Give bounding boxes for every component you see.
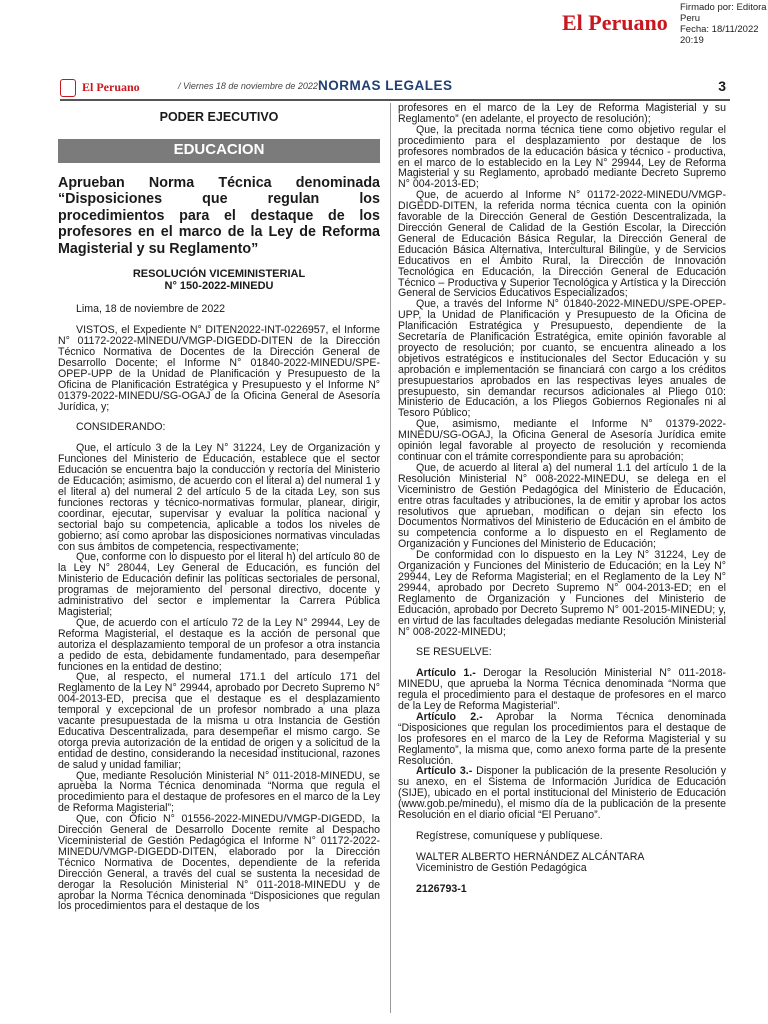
header-brand: El Peruano bbox=[82, 80, 140, 94]
paragraph: Que, de acuerdo al literal a) del numeral 1.1 del artículo 1 de la Resolución Ministerial N° 008-2022-MINEDU, se delega en el Viceministro de Gestión Pedagógica del Ministerio de Educación, entre otras facultades y atribuciones, la de emitir y aprobar los actos resolutivos que aprueban, modifican o dejan sin efecto los Documentos Normativos del Ministerio de Educación en el ámbito de su competencia conforme a lo dispuesto en el Reglamento de Organización y Funciones del Ministerio de Educación; bbox=[398, 461, 726, 551]
paragraph: Que, al respecto, el numeral 171.1 del artículo 171 del Reglamento de la Ley N° 29944, aprobado por Decreto Supremo N° 004-2013-ED, precisa que el destaque es el desplazamiento temporal y excepcional de un profesor nombrado a una plaza vacante presupuestada de la misma u otra Instancia de Gestión Educativa Descentralizada, para desempeñar el mismo cargo. Se otorga previa autorización de la entidad de origen y a solicitud de la entidad de destino, considerando la necesidad institucional, razones de salud y unidad familiar; bbox=[58, 671, 380, 771]
poder-heading: PODER EJECUTIVO bbox=[159, 110, 279, 124]
resuelve-heading: SE RESUELVE: bbox=[416, 646, 492, 659]
paragraph: Que, conforme con lo dispuesto por el literal h) del artículo 80 de la Ley N° 28044, Ley General de Educación, es función del Ministerio de Educación definir las políticas sectoriales de personal, programas de mejoramiento del personal directivo, docente y administrativo del sector e implementar la Carrera Pública Magisterial; bbox=[58, 551, 380, 618]
digital-signature bbox=[680, 2, 768, 46]
signature-line: Peru bbox=[680, 13, 701, 24]
signature-line: Firmado por: Editora bbox=[680, 2, 767, 13]
considerando-heading: CONSIDERANDO: bbox=[76, 421, 166, 434]
paragraph: Que, mediante Resolución Ministerial N° 011-2018-MINEDU, se aprueba la Norma Técnica denominada “Norma que regula el procedimiento para el destaque de profesores en el marco de la Ley de Reforma Magisterial”; bbox=[58, 769, 380, 815]
header-date: / Viernes 18 de noviembre de 2022 bbox=[178, 81, 318, 91]
page-header bbox=[60, 77, 730, 101]
seal-icon bbox=[60, 79, 76, 97]
signer-role: Viceministro de Gestión Pedagógica bbox=[416, 861, 587, 874]
paragraph: VISTOS, el Expediente N° DITEN2022-INT-0226957, el Informe N° 01172-2022-MINEDU/VMGP-DIGEDD-DITEN de la Dirección Técnico Normativa de Docentes de la Dirección General de Desarrollo Docente; el Informe N° 01840-2022-MINEDU/SPE-OPEP-UPP de la Unidad de Planificación y Presupuesto de la Oficina de Planificación Estratégica y Presupuesto y el Informe N° 01379-2022-MINEDU/SG-OGAJ de la Oficina General de Asesoría Jurídica, y; bbox=[58, 324, 380, 413]
resolution-heading bbox=[58, 269, 380, 292]
paragraph: Que, de acuerdo al Informe N° 01172-2022-MINEDU/VMGP-DIGEDD-DITEN, la referida norma técnica cuenta con la opinión favorable de la Dirección General de Gestión Descentralizada, la Dirección General de Calidad de la Gestión Escolar, la Dirección General de Educación Básica Regular, la Dirección General de Educación Básica Alternativa, Intercultural Bilingüe, y de Servicios Educativos en el Ámbito Rural, la Dirección de Innovación Tecnológica en Educación, la Dirección General de Educación Técnico – Productiva y Superior Tecnológica y Artística y la Dirección General de Servicios Educativos Especializados; bbox=[398, 189, 726, 300]
paragraph: Que, con Oficio N° 01556-2022-MINEDU/VMGP-DIGEDD, la Dirección General de Desarrollo Docente remite al Despacho Viceministerial de Gestión Pedagógica el Informe N° 01172-2022-MINEDU/VMGP-DIGEDD-DITEN, elaborado por la Dirección Técnico Normativa de Docentes, dependiente de la referida Dirección General, a través del cual se sustenta la necesidad de derogar la Resolución Ministerial N° 011-2018-MINEDU y de aprobar la Norma Técnica denominada “Disposiciones que regulan los procedimientos para el destaque de los bbox=[58, 813, 380, 913]
paragraph: profesores en el marco de la Ley de Reforma Magisterial y su Reglamento” (en adelante, el proyecto de resolución); bbox=[398, 102, 726, 125]
resolution-number: N° 150-2022-MINEDU bbox=[164, 279, 274, 292]
paragraph: Que, el artículo 3 de la Ley N° 31224, Ley de Organización y Funciones del Ministerio de Educación, establece que el sector Educación se encuentra bajo la conducción y rectoría del Ministerio de Educación; asimismo, de acuerdo con el literal a) del numeral 1 y el literal a) del numeral 2 del artículo 5 de la citada Ley, son sus funciones rectoras y técnico-normativas formular, planear, dirigir, coordinar, ejecutar, supervisar y evaluar la política nacional y sectorial bajo su competencia, aplicable a todos los niveles de gobierno; así como aprobar las disposiciones normativas vinculadas con sus ámbitos de competencia, respectivamente; bbox=[58, 442, 380, 553]
date-line: Lima, 18 de noviembre de 2022 bbox=[76, 303, 226, 316]
article-label: Artículo 3.- bbox=[416, 765, 473, 778]
sector-banner: EDUCACION bbox=[58, 139, 380, 163]
paragraph: Que, de acuerdo con el artículo 72 de la Ley N° 29944, Ley de Reforma Magisterial, el destaque es la acción de personal que autoriza el desplazamiento temporal de un profesor a otra instancia a pedido de esta, debidamente fundamentado, para desempeñar funciones en la entidad de destino; bbox=[58, 616, 380, 673]
article-text: Disponer la publicación de la presente Resolución y su anexo, en el Sistema de Información Jurídica de Educación (SIJE), ubicado en el portal institucional del Ministerio de Educación (www.gob.pe/minedu), el mismo día de la publicación de la presente Resolución en el diario oficial “El Peruano”. bbox=[398, 765, 727, 822]
right-column bbox=[398, 103, 726, 895]
publication-code: 2126793-1 bbox=[416, 882, 467, 895]
header-section: NORMAS LEGALES bbox=[318, 78, 453, 93]
left-column bbox=[58, 112, 380, 912]
article-2 bbox=[398, 712, 726, 767]
article-text: Derogar la Resolución Ministerial N° 011-2018-MINEDU, que aprueba la Norma Técnica denominada “Norma que regula el procedimiento para el destaque de profesores en el marco de la Ley de Reforma Magisterial”. bbox=[398, 667, 727, 713]
article-label: Artículo 1.- bbox=[416, 667, 476, 680]
signer-name: WALTER ALBERTO HERNÁNDEZ ALCÁNTARA bbox=[416, 850, 645, 863]
page-number: 3 bbox=[718, 78, 726, 94]
resolution-type: RESOLUCIÓN VICEMINISTERIAL bbox=[132, 268, 306, 281]
paragraph: Que, asimismo, mediante el Informe N° 01379-2022-MINEDU/SG-OGAJ, la Oficina General de Asesoría Jurídica emite opinión legal favorable al proyecto de resolución y recomienda continuar con el trámite correspondiente para su aprobación; bbox=[398, 418, 726, 463]
closing-formula: Regístrese, comuníquese y publíquese. bbox=[416, 830, 603, 842]
article-3 bbox=[398, 766, 726, 821]
column-divider bbox=[390, 103, 391, 1013]
article-1 bbox=[398, 668, 726, 712]
article-label: Artículo 2.- bbox=[416, 710, 483, 723]
paragraph: De conformidad con lo dispuesto en la Ley N° 31224, Ley de Organización y Funciones del Ministerio de Educación; en la Ley N° 29944, Ley de Reforma Magisterial; en el Reglamento de la Ley N° 29944, aprobado por Decreto Supremo N° 004-2013-ED; en el Reglamento de Organización y Funciones del Ministerio de Educación, aprobado por Decreto Supremo N° 001-2015-MINEDU; y, en virtud de las facultades delegadas mediante Resolución Ministerial N° 008-2022-MINEDU; bbox=[398, 549, 726, 638]
norm-title: Aprueban Norma Técnica denominada “Disposiciones que regulan los procedimientos para el destaque de los profesores en el marco de la Ley de Reforma Magisterial y su Reglamento” bbox=[58, 174, 380, 257]
paragraph: Que, a través del Informe N° 01840-2022-MINEDU/SPE-OPEP-UPP, la Unidad de Planificación y Presupuesto de la Oficina de Planificación Estratégica y Presupuesto, dependiente de la Secretaría de Planificación Estratégica, emite opinión favorable al proyecto de resolución; por cuanto, se encuentra alineado a los objetivos estratégicos e institucionales del Sector Educación y su aprobación e implementación se financiará con cargo a los créditos presupuestarios aprobados en las respectivas leyes anuales de presupuesto, sin demandar recursos adicionales al Pliego 010: Ministerio de Educación, a los Pliegos Gobiernos Regionales ni al Tesoro Público; bbox=[398, 298, 726, 420]
paragraph: Que, la precitada norma técnica tiene como objetivo regular el procedimiento para el desplazamiento por destaque de los profesores nombrados de la educación básica y técnico - productiva, en el marco de lo establecido en la Ley N° 29944, Ley de Reforma Magisterial y su Reglamento, aprobado mediante Decreto Supremo N° 004-2013-ED; bbox=[398, 123, 726, 191]
article-text: Aprobar la Norma Técnica denominada “Disposiciones que regulan los procedimientos para el destaque de los profesores en el marco de la Ley de Reforma Magisterial y su Reglamento”, la misma que, como anexo forma parte de la presente Resolución. bbox=[398, 710, 726, 767]
el-peruano-logo: El Peruano bbox=[562, 10, 668, 35]
signature-line: Fecha: 18/11/2022 20:19 bbox=[680, 24, 759, 46]
